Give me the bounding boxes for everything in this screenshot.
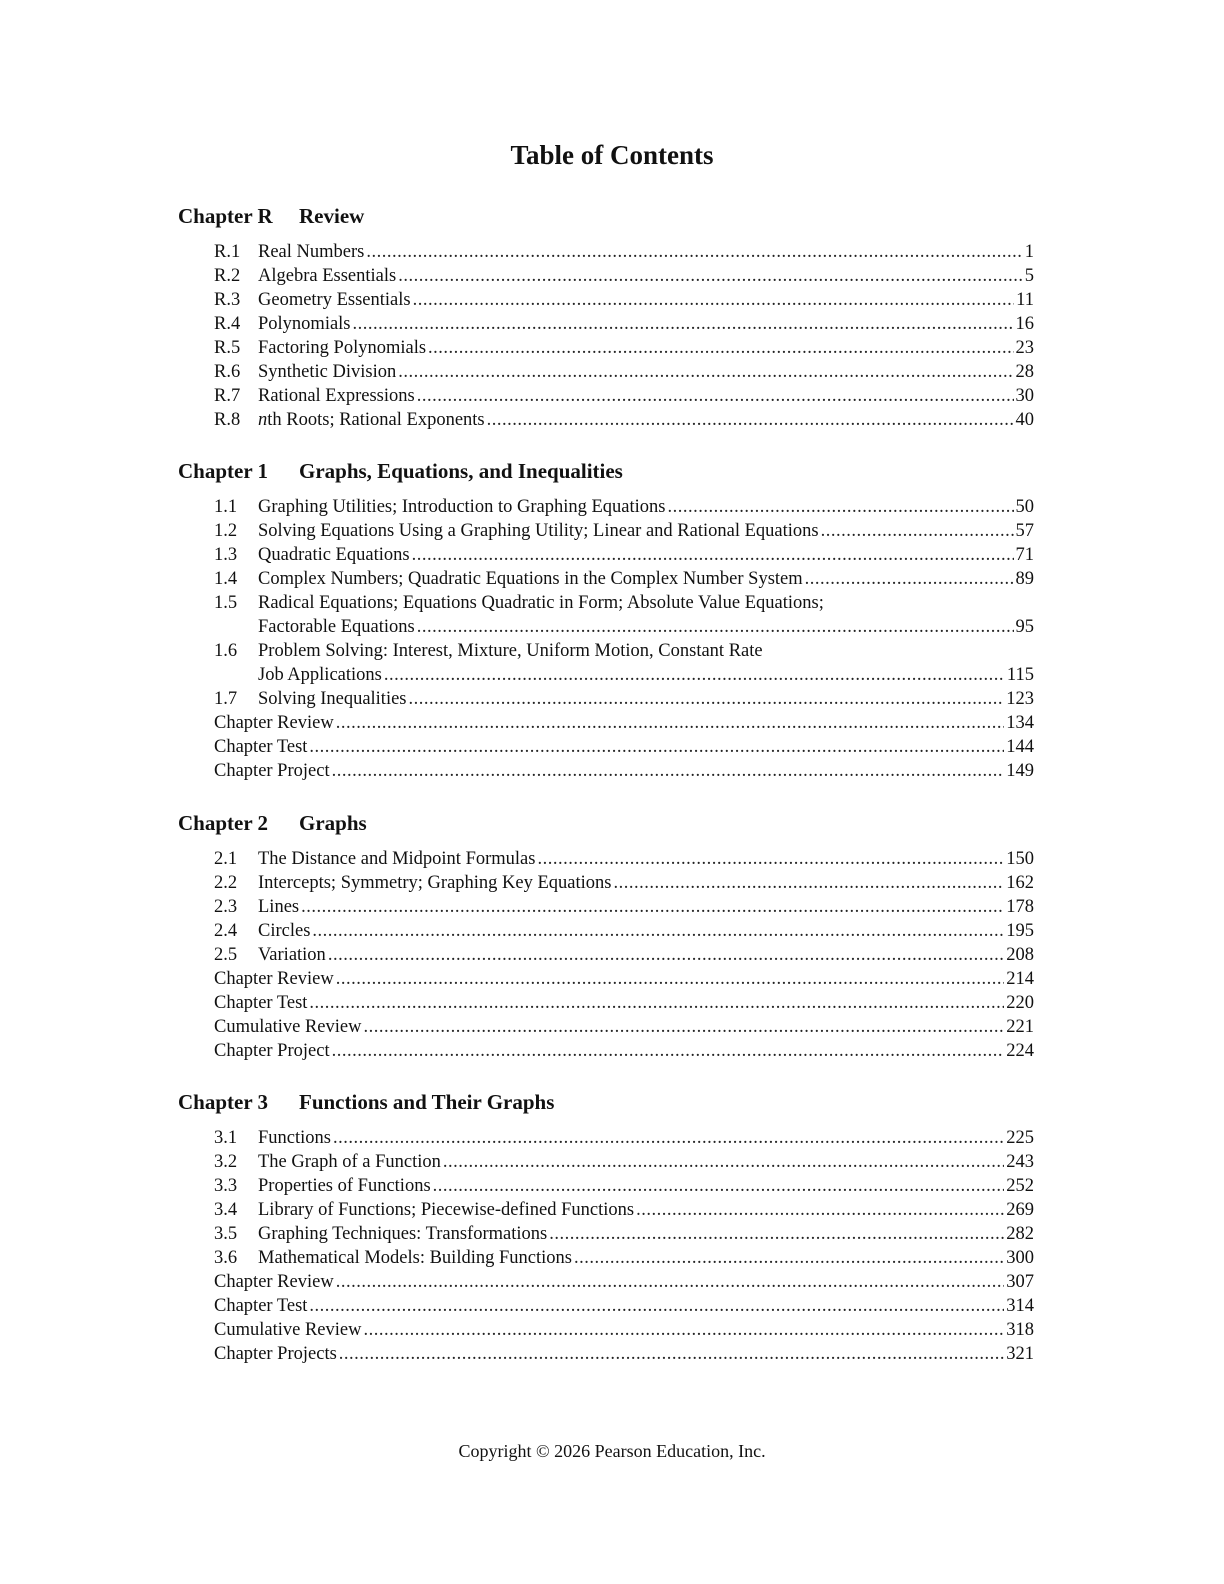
- section-title: Properties of Functions: [258, 1176, 431, 1196]
- section-number: 2.4: [214, 921, 238, 941]
- section-title: Synthetic Division: [258, 362, 397, 382]
- page-number: 71: [1015, 545, 1034, 565]
- section-title: Chapter Review: [214, 969, 334, 989]
- section-number: R.5: [214, 338, 241, 358]
- page-number: 252: [1006, 1176, 1034, 1196]
- page-number: 115: [1006, 665, 1034, 685]
- page-number: 123: [1006, 689, 1034, 709]
- dot-leader: [412, 543, 1014, 567]
- section-number: R.8: [214, 410, 241, 430]
- toc-entry[interactable]: [214, 519, 1034, 543]
- toc-entry-line2[interactable]: [258, 615, 1034, 639]
- page-number: 220: [1006, 993, 1034, 1013]
- section-title-rest: th Roots; Rational Exponents: [267, 410, 485, 430]
- section-number: 1.7: [214, 689, 238, 709]
- toc-entry[interactable]: [214, 408, 1034, 432]
- toc-entry[interactable]: [214, 1342, 1034, 1366]
- dot-leader: [821, 519, 1014, 543]
- dot-leader: [336, 711, 1005, 735]
- page-number: 318: [1006, 1320, 1034, 1340]
- section-number: 3.2: [214, 1152, 238, 1172]
- dot-leader: [384, 663, 1005, 687]
- dot-leader: [309, 735, 1004, 759]
- dot-leader: [328, 943, 1004, 967]
- dot-leader: [339, 1342, 1004, 1366]
- toc-entry[interactable]: [214, 336, 1034, 360]
- toc-entry[interactable]: [214, 312, 1034, 336]
- page-number: 1: [1024, 242, 1034, 262]
- page-number: 314: [1006, 1296, 1034, 1316]
- toc-entry[interactable]: [214, 735, 1034, 759]
- section-number: R.2: [214, 266, 241, 286]
- page-number: 221: [1006, 1017, 1034, 1037]
- dot-leader: [363, 1318, 1004, 1342]
- dot-leader: [409, 687, 1005, 711]
- section-number: 1.5: [214, 593, 238, 613]
- chapter-number: Chapter R: [178, 204, 273, 228]
- toc-entry[interactable]: [214, 711, 1034, 735]
- dot-leader: [398, 264, 1023, 288]
- chapter-number: Chapter 2: [178, 811, 269, 835]
- section-title: Library of Functions; Piecewise-defined Functions: [258, 1200, 635, 1220]
- dot-leader: [413, 288, 1015, 312]
- page-number: 28: [1015, 362, 1034, 382]
- section-title: Chapter Test: [214, 1296, 308, 1316]
- section-number: 3.6: [214, 1248, 238, 1268]
- section-title: Chapter Projects: [214, 1344, 337, 1364]
- chapter-number: Chapter 3: [178, 1090, 269, 1114]
- toc-entry[interactable]: [214, 567, 1034, 591]
- chapter-heading: [178, 203, 1034, 229]
- chapter-3: [178, 1089, 1034, 1366]
- section-title: Factoring Polynomials: [258, 338, 427, 358]
- section-title: Chapter Review: [214, 1272, 334, 1292]
- dot-leader: [433, 1174, 1005, 1198]
- section-number: 2.3: [214, 897, 238, 917]
- section-title: Solving Inequalities: [258, 689, 407, 709]
- dot-leader: [309, 1294, 1004, 1318]
- toc-entry[interactable]: [214, 687, 1034, 711]
- toc-entry-line1[interactable]: [214, 639, 1034, 663]
- toc-entry[interactable]: [214, 495, 1034, 519]
- chapter-name: Graphs: [299, 811, 367, 835]
- dot-leader: [537, 847, 1004, 871]
- toc-entry[interactable]: [214, 1318, 1034, 1342]
- toc-entry[interactable]: [214, 895, 1034, 919]
- toc-entry[interactable]: [214, 943, 1034, 967]
- section-title: Intercepts; Symmetry; Graphing Key Equations: [258, 873, 612, 893]
- dot-leader: [549, 1222, 1004, 1246]
- page-number: 243: [1006, 1152, 1034, 1172]
- section-number: 1.6: [214, 641, 238, 661]
- page-number: 162: [1006, 873, 1034, 893]
- toc-entry-line1[interactable]: [214, 591, 1034, 615]
- toc-entry[interactable]: [214, 288, 1034, 312]
- section-title: The Graph of a Function: [258, 1152, 441, 1172]
- section-number: 1.1: [214, 497, 238, 517]
- dot-leader: [336, 1270, 1005, 1294]
- dot-leader: [333, 1126, 1004, 1150]
- page-number: 89: [1015, 569, 1034, 589]
- page-number: 23: [1015, 338, 1034, 358]
- page-number: 5: [1024, 266, 1034, 286]
- page-number: 30: [1015, 386, 1034, 406]
- section-title: Graphing Techniques: Transformations: [258, 1224, 548, 1244]
- section-title: Variation: [258, 945, 326, 965]
- section-title: Mathematical Models: Building Functions: [258, 1248, 572, 1268]
- page-number: 214: [1006, 969, 1034, 989]
- section-number: 2.2: [214, 873, 238, 893]
- section-title: Factorable Equations: [258, 617, 415, 637]
- dot-leader: [417, 615, 1014, 639]
- section-title-line1: Problem Solving: Interest, Mixture, Uniform Motion, Constant Rate: [258, 641, 763, 661]
- toc-entry[interactable]: [214, 264, 1034, 288]
- section-title: Chapter Test: [214, 737, 308, 757]
- page-number: 224: [1006, 1041, 1034, 1061]
- dot-leader: [363, 1015, 1004, 1039]
- dot-leader: [613, 871, 1004, 895]
- toc-entry[interactable]: [214, 1222, 1034, 1246]
- dot-leader: [636, 1198, 1004, 1222]
- page-number: 50: [1015, 497, 1034, 517]
- section-number: R.7: [214, 386, 241, 406]
- toc-entry[interactable]: [214, 759, 1034, 783]
- section-title: Lines: [258, 897, 300, 917]
- section-number: R.1: [214, 242, 241, 262]
- dot-leader: [487, 408, 1014, 432]
- dot-leader: [366, 240, 1022, 264]
- chapter-name: Review: [299, 204, 365, 228]
- page-number: 195: [1006, 921, 1034, 941]
- section-number: 3.4: [214, 1200, 238, 1220]
- page-number: 307: [1006, 1272, 1034, 1292]
- dot-leader: [309, 991, 1004, 1015]
- chapter-heading: [178, 1089, 1034, 1115]
- page-number: 225: [1006, 1128, 1034, 1148]
- page-number: 150: [1006, 849, 1034, 869]
- dot-leader: [398, 360, 1013, 384]
- page-number: 16: [1015, 314, 1034, 334]
- toc-entry[interactable]: [214, 1174, 1034, 1198]
- section-number: R.3: [214, 290, 241, 310]
- section-title: Rational Expressions: [258, 386, 415, 406]
- section-number: 1.3: [214, 545, 238, 565]
- toc-entry[interactable]: [214, 1198, 1034, 1222]
- dot-leader: [805, 567, 1014, 591]
- section-title: Real Numbers: [258, 242, 365, 262]
- dot-leader: [353, 312, 1014, 336]
- section-title: Chapter Test: [214, 993, 308, 1013]
- toc-entry[interactable]: [214, 240, 1034, 264]
- toc-entry[interactable]: [214, 871, 1034, 895]
- section-title: Chapter Review: [214, 713, 334, 733]
- toc-entry[interactable]: [214, 1015, 1034, 1039]
- section-title: Chapter Project: [214, 1041, 330, 1061]
- toc-entry[interactable]: [214, 1126, 1034, 1150]
- copyright-footer: Copyright © 2026 Pearson Education, Inc.: [458, 1441, 766, 1461]
- page-number: 40: [1015, 410, 1034, 430]
- section-title: Graphing Utilities; Introduction to Graphing Equations: [258, 497, 666, 517]
- toc-entry[interactable]: [214, 1039, 1034, 1063]
- dot-leader: [443, 1150, 1004, 1174]
- dot-leader: [332, 1039, 1005, 1063]
- section-number: 3.1: [214, 1128, 238, 1148]
- chapter-name: Graphs, Equations, and Inequalities: [299, 459, 623, 483]
- dot-leader: [301, 895, 1004, 919]
- page-number: 11: [1016, 290, 1034, 310]
- section-title-line1: Radical Equations; Equations Quadratic in Form; Absolute Value Equations;: [258, 593, 824, 613]
- dot-leader: [574, 1246, 1004, 1270]
- section-title: Cumulative Review: [214, 1017, 362, 1037]
- chapter-heading: [178, 458, 1034, 484]
- chapter-name: Functions and Their Graphs: [299, 1090, 555, 1114]
- page-number: 134: [1006, 713, 1034, 733]
- section-title: [258, 408, 485, 432]
- section-number: 2.5: [214, 945, 238, 965]
- section-title: Functions: [258, 1128, 331, 1148]
- chapter-heading: [178, 810, 1034, 836]
- page-number: 95: [1015, 617, 1034, 637]
- dot-leader: [428, 336, 1013, 360]
- section-title: Algebra Essentials: [258, 266, 397, 286]
- page-number: 149: [1006, 761, 1034, 781]
- section-title: Quadratic Equations: [258, 545, 410, 565]
- toc-entry[interactable]: [214, 967, 1034, 991]
- section-title: The Distance and Midpoint Formulas: [258, 849, 536, 869]
- chapter-r: [178, 203, 1034, 432]
- page-number: 144: [1006, 737, 1034, 757]
- section-title: Polynomials: [258, 314, 351, 334]
- section-title: Geometry Essentials: [258, 290, 411, 310]
- toc-entry[interactable]: [214, 384, 1034, 408]
- dot-leader: [332, 759, 1005, 783]
- section-number: 3.5: [214, 1224, 238, 1244]
- page-number: 178: [1006, 897, 1034, 917]
- section-number: 2.1: [214, 849, 238, 869]
- dot-leader: [417, 384, 1014, 408]
- dot-leader: [667, 495, 1013, 519]
- section-number: 3.3: [214, 1176, 238, 1196]
- chapter-number: Chapter 1: [178, 459, 269, 483]
- dot-leader: [312, 919, 1004, 943]
- section-number: 1.4: [214, 569, 238, 589]
- section-number: R.4: [214, 314, 241, 334]
- chapter-2: [178, 810, 1034, 1063]
- toc-entry[interactable]: [214, 847, 1034, 871]
- page-number: 269: [1006, 1200, 1034, 1220]
- toc-entry[interactable]: [214, 1270, 1034, 1294]
- section-title: Chapter Project: [214, 761, 330, 781]
- dot-leader: [336, 967, 1005, 991]
- section-title: Complex Numbers; Quadratic Equations in the Complex Number System: [258, 569, 803, 589]
- section-title: Job Applications: [258, 665, 382, 685]
- page-number: 57: [1015, 521, 1034, 541]
- page-number: 300: [1006, 1248, 1034, 1268]
- section-title: Solving Equations Using a Graphing Utility; Linear and Rational Equations: [258, 521, 819, 541]
- toc-entry[interactable]: [214, 360, 1034, 384]
- toc-entry[interactable]: [214, 1246, 1034, 1270]
- chapter-1: [178, 458, 1034, 783]
- toc-entry[interactable]: [214, 919, 1034, 943]
- section-title: Cumulative Review: [214, 1320, 362, 1340]
- toc-entry[interactable]: [214, 1150, 1034, 1174]
- page-number: 321: [1006, 1344, 1034, 1364]
- page-title: Table of Contents: [510, 140, 714, 170]
- section-title: Circles: [258, 921, 311, 941]
- page-number: 208: [1006, 945, 1034, 965]
- page-number: 282: [1006, 1224, 1034, 1244]
- section-number: 1.2: [214, 521, 238, 541]
- toc-entry-line2[interactable]: [258, 663, 1034, 687]
- toc-entry[interactable]: [214, 991, 1034, 1015]
- italic-n: n: [258, 410, 268, 430]
- section-number: R.6: [214, 362, 241, 382]
- toc-entry[interactable]: [214, 1294, 1034, 1318]
- toc-entry[interactable]: [214, 543, 1034, 567]
